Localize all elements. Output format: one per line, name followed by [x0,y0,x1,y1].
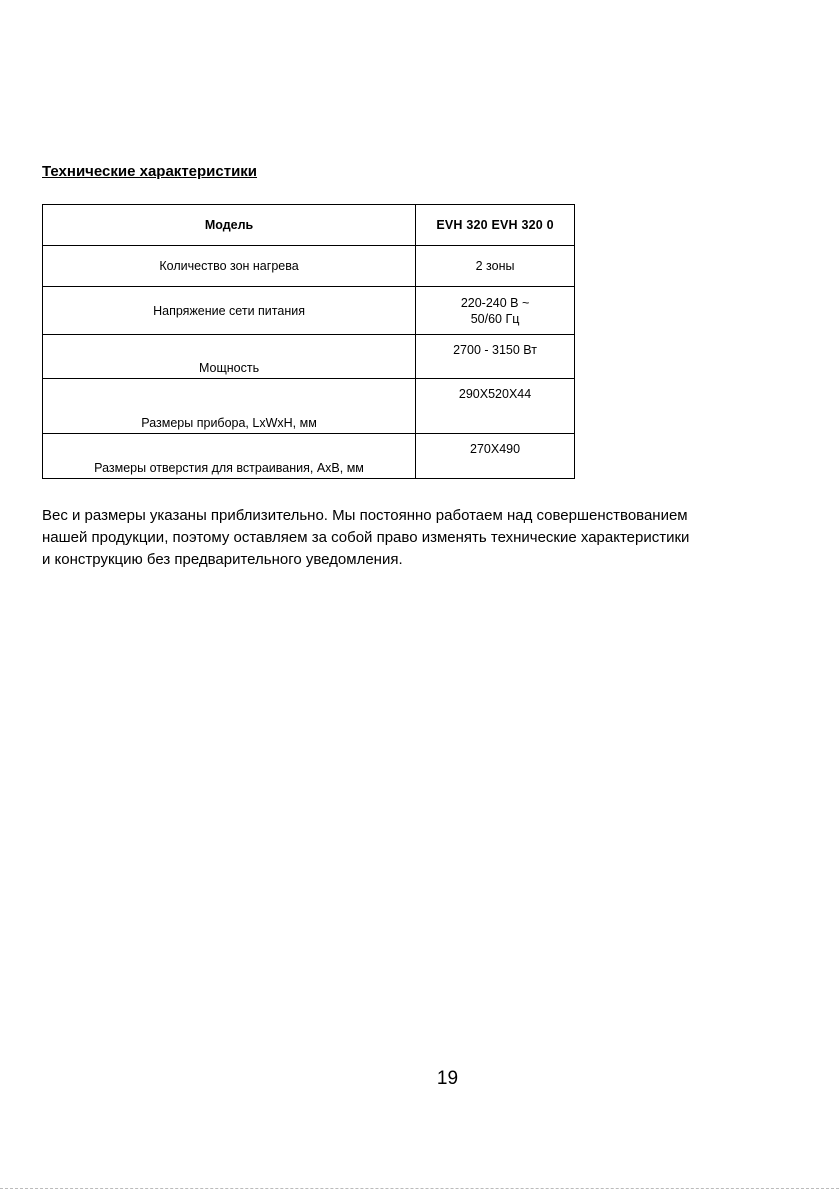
disclaimer-line: и конструкцию без предварительного уведомления. [42,551,403,568]
table-row [43,246,575,287]
spec-value-zones: 2 зоны [416,246,575,287]
spec-value-cutout: 270X490 [416,434,575,479]
spec-value-voltage [416,287,575,335]
model-header-value: EVH 320 EVH 320 0 [416,205,575,246]
table-row [43,379,575,434]
spec-value-voltage-line2: 50/60 Гц [470,311,520,326]
spec-label-cutout: Размеры отверстия для встраивания, AxB, мм [43,434,416,479]
specs-table [42,204,575,479]
table-row [43,287,575,335]
spec-label-power: Мощность [43,335,416,379]
page-number: 19 [436,1068,459,1089]
table-row [43,434,575,479]
spec-value-dimensions: 290X520X44 [416,379,575,434]
disclaimer-note [42,505,802,571]
spec-label-dimensions: Размеры прибора, LxWxH, мм [43,379,416,434]
spec-value-power: 2700 - 3150 Вт [416,335,575,379]
disclaimer-line: нашей продукции, поэтому оставляем за собой право изменять технические характеристики [42,529,690,546]
spec-value-voltage-line1: 220-240 В ~ [460,295,530,310]
table-row [43,335,575,379]
model-header-label: Модель [43,205,416,246]
section-title: Технические характеристики [42,163,258,180]
spec-label-voltage: Напряжение сети питания [43,287,416,335]
disclaimer-line: Вес и размеры указаны приблизительно. Мы постоянно работаем над совершенствованием [42,507,688,524]
spec-label-zones: Количество зон нагрева [43,246,416,287]
page-edge-divider [0,1188,839,1190]
table-header-row [43,205,575,246]
